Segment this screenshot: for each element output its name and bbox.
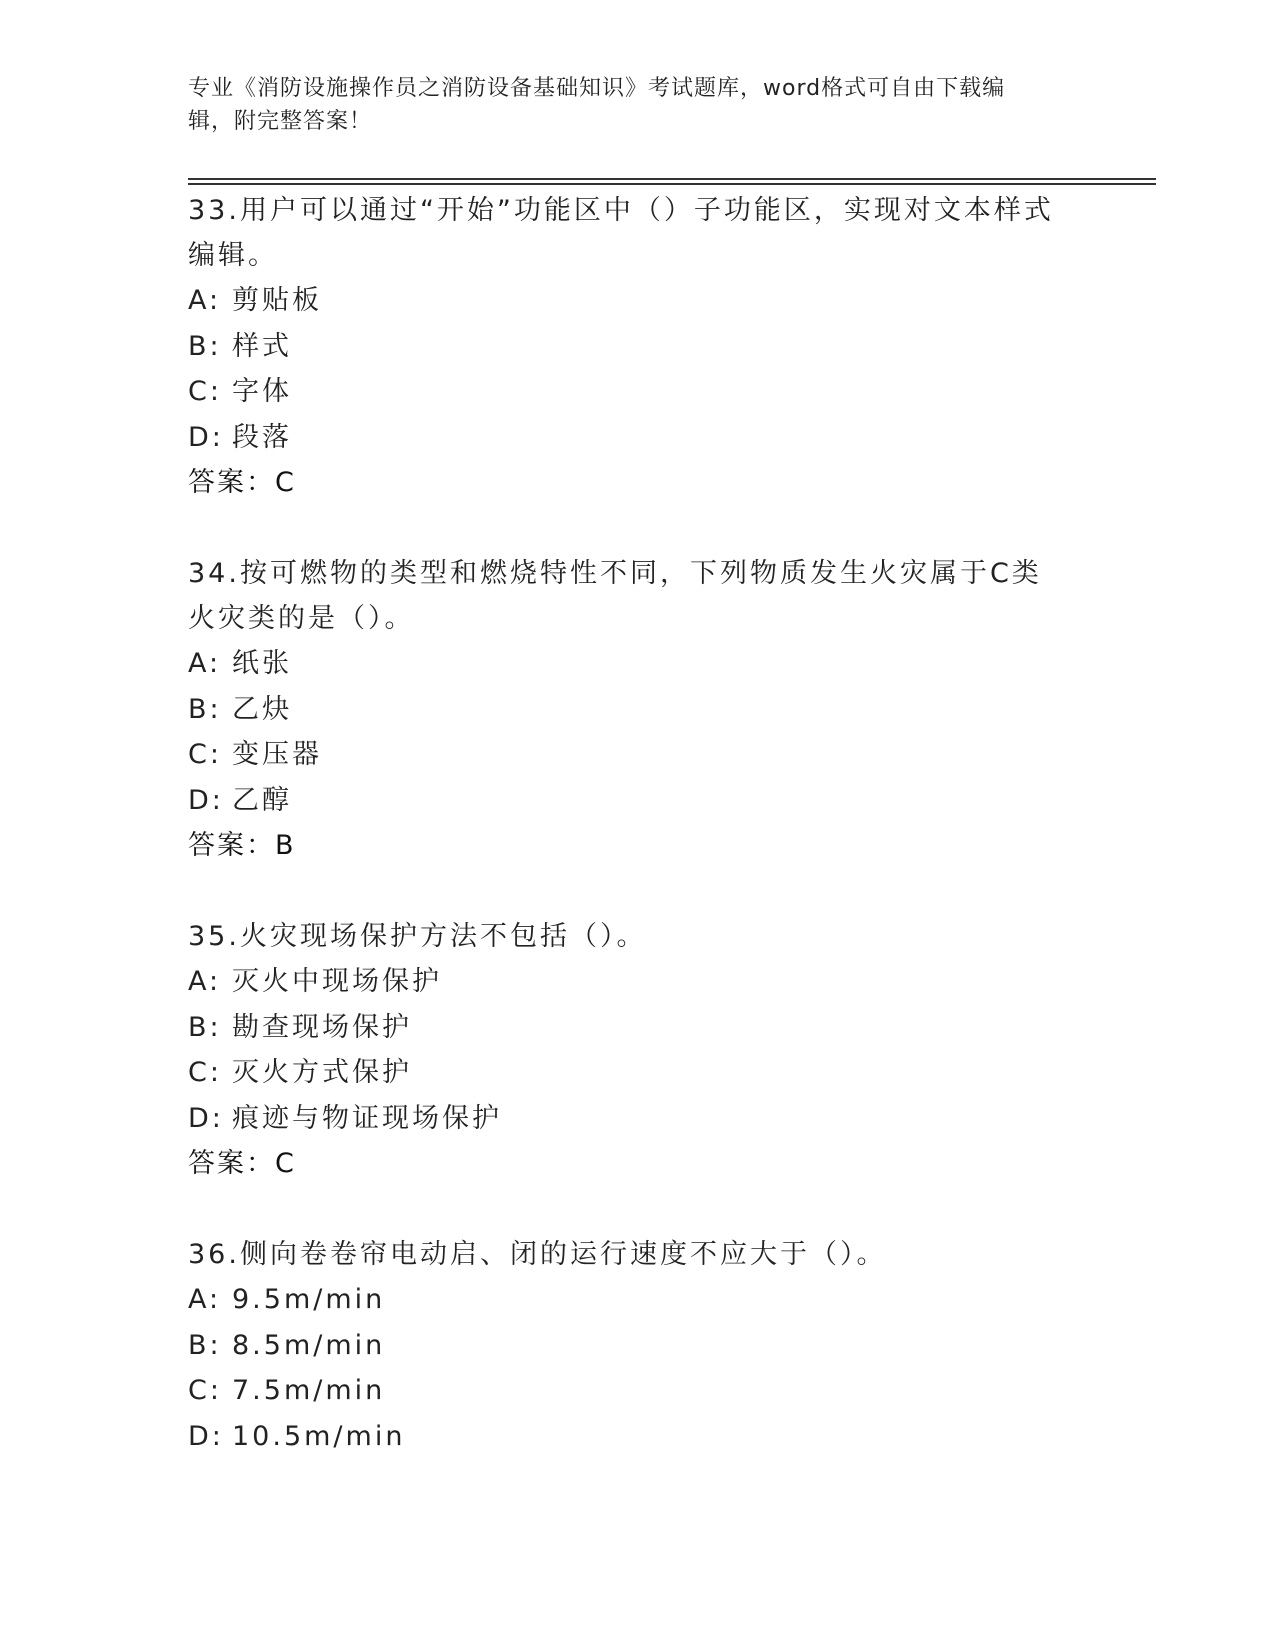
option-d [188,778,1088,824]
option-text: 10.5m/min [232,1420,406,1452]
option-b [188,687,1088,733]
answer-text: 答案：C [188,1148,296,1179]
option-letter: C: [188,376,222,407]
document-header [188,72,1068,138]
question-36 [188,1232,1088,1459]
question-text: 35.火灾现场保护方法不包括（）。 [188,921,647,952]
option-d [188,415,1088,461]
option-text: 剪贴板 [232,285,322,316]
option-c [188,1368,1088,1414]
option-b [188,1323,1088,1369]
option-letter: B: [188,1011,222,1043]
option-d [188,1096,1088,1142]
option-text: 8.5m/min [232,1329,386,1361]
option-a [188,959,1088,1005]
option-text: 痕迹与物证现场保护 [232,1102,502,1134]
option-b [188,324,1088,370]
option-text: 段落 [232,421,292,453]
option-text: 样式 [232,330,292,362]
option-text: 9.5m/min [232,1284,386,1315]
option-b [188,1005,1088,1051]
option-letter: A: [188,966,222,997]
question-text: 33.用户可以通过“开始”功能区中（）子功能区，实现对文本样式编辑。 [188,195,1054,271]
option-letter: D: [188,1420,224,1452]
header-line-1: 专业《消防设施操作员之消防设备基础知识》考试题库，word格式可自由下载编 [188,76,1006,101]
question-35 [188,914,1088,1186]
option-letter: A: [188,285,222,316]
option-a [188,278,1088,324]
option-letter: D: [188,784,224,816]
option-a [188,1277,1088,1323]
answer-text: 答案：B [188,830,296,861]
option-letter: C: [188,1375,222,1406]
option-letter: A: [188,648,222,679]
question-text: 36.侧向卷卷帘电动启、闭的运行速度不应大于（）。 [188,1239,887,1270]
option-text: 灭火方式保护 [232,1057,412,1088]
option-letter: A: [188,1284,222,1315]
option-text: 7.5m/min [232,1375,386,1406]
option-text: 乙醇 [232,784,292,816]
header-line-2: 辑，附完整答案！ [188,109,373,134]
question-text: 34.按可燃物的类型和燃烧特性不同，下列物质发生火灾属于C类火灾类的是（）。 [188,558,1042,634]
option-text: 灭火中现场保护 [232,966,442,997]
option-d [188,1414,1088,1460]
option-c [188,732,1088,778]
option-letter: D: [188,421,224,453]
option-c [188,369,1088,415]
option-text: 乙炔 [232,693,292,725]
option-letter: B: [188,330,222,362]
option-letter: D: [188,1102,224,1134]
option-letter: C: [188,1057,222,1088]
question-34 [188,551,1088,868]
answer-text: 答案：C [188,467,296,498]
option-letter: C: [188,739,222,770]
option-text: 勘查现场保护 [232,1011,412,1043]
option-text: 纸张 [232,648,292,679]
header-divider-top [188,178,1156,180]
option-letter: B: [188,1329,222,1361]
option-letter: B: [188,693,222,725]
option-a [188,641,1088,687]
option-text: 字体 [232,376,292,407]
header-divider-bottom [188,183,1156,185]
question-list [188,188,1088,1505]
option-c [188,1050,1088,1096]
question-33 [188,188,1088,505]
option-text: 变压器 [232,739,322,770]
